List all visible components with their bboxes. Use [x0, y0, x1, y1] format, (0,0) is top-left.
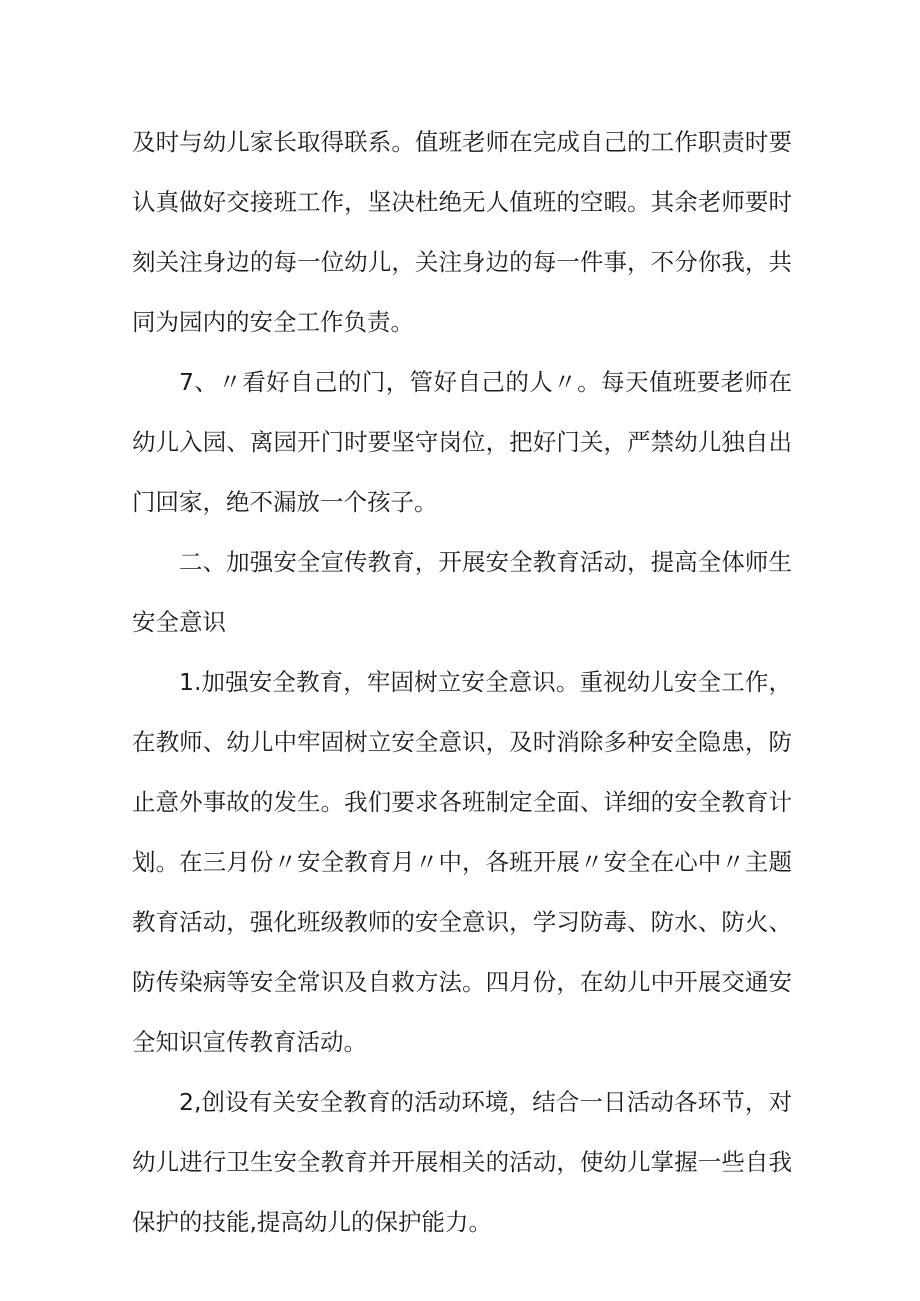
document-body [132, 112, 792, 1252]
section-heading-2: 二、加强安全宣传教育，开展安全教育活动，提高全体师生安全意识 [132, 548, 792, 636]
paragraph-continuation: 及时与幼儿家长取得联系。值班老师在完成自己的工作职责时要认真做好交接班工作，坚决杜绝无人值班的空暇。其余老师要时刻关注身边的每一位幼儿，关注身边的每一件事，不分你我，共同为园内的安全工作负责。 [132, 128, 792, 336]
paragraph-item-1: 1.加强安全教育，牢固树立安全意识。重视幼儿安全工作，在教师、幼儿中牢固树立安全意识，及时消除多种安全隐患，防止意外事故的发生。我们要求各班制定全面、详细的安全教育计划。在三月份〃安全教育月〃中，各班开展〃安全在心中〃主题教育活动，强化班级教师的安全意识，学习防毒、防水、防火、防传染病等安全常识及自救方法。四月份，在幼儿中开展交通安全知识宣传教育活动。 [132, 668, 792, 1056]
paragraph-item-7: 7、〃看好自己的门，管好自己的人〃。每天值班要老师在幼儿入园、离园开门时要坚守岗位，把好门关，严禁幼儿独自出门回家，绝不漏放一个孩子。 [132, 368, 792, 516]
paragraph-item-2: 2,创设有关安全教育的活动环境，结合一日活动各环节，对幼儿进行卫生安全教育并开展相关的活动，使幼儿掌握一些自我保护的技能,提高幼儿的保护能力。 [132, 1088, 792, 1236]
